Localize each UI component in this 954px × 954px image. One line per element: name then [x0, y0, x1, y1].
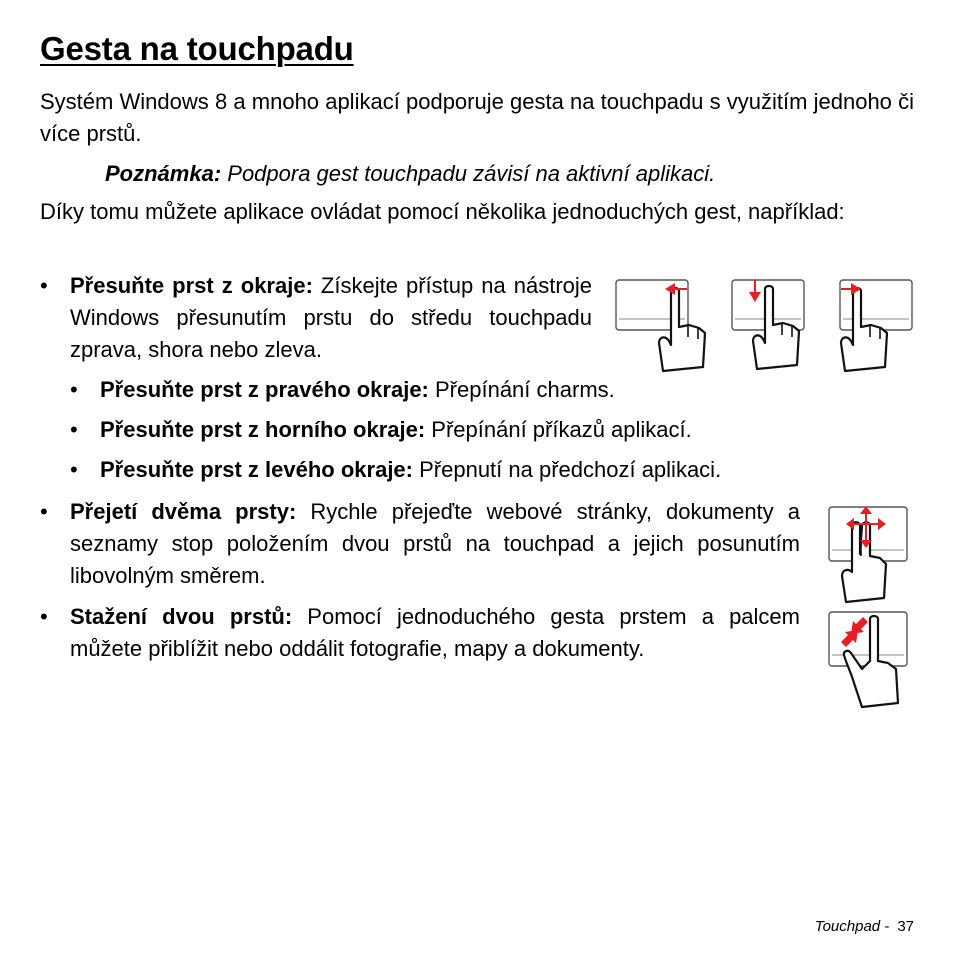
bullet-label: Přesuňte prst z okraje: — [70, 273, 313, 298]
bullet-text: Pomocí jednoduchého gesta prstem a palcem můžete přiblížit nebo oddálit fotografie, mapy a dokumenty. — [70, 604, 800, 661]
bullet-dot: • — [40, 604, 48, 629]
touchpad-swipe-from-left-icon — [839, 279, 929, 367]
touchpad-swipe-from-top-icon — [731, 279, 821, 367]
bullet-label: Přesuňte prst z horního okraje: — [100, 417, 426, 442]
list-item-edge-swipe — [40, 270, 592, 366]
page-footer — [815, 918, 914, 935]
bullet-dot: • — [70, 377, 78, 402]
touchpad-two-finger-scroll-icon — [828, 506, 918, 606]
list-item-left-edge — [70, 454, 890, 486]
bullet-text: Rychle přejeďte webové stránky, dokumenty a seznamy stop položením dvou prstů na touchpad a jejich posunutím libovolným směrem. — [70, 499, 801, 588]
bullet-label: Přesuňte prst z levého okraje: — [100, 457, 413, 482]
bullet-dot: • — [40, 499, 48, 524]
bullet-label: Přejetí dvěma prsty: — [70, 499, 297, 524]
list-item-two-finger — [40, 496, 800, 592]
touchpad-swipe-from-right-icon — [615, 279, 705, 367]
bullet-text: Přepínání příkazů aplikací. — [425, 417, 692, 442]
lead-paragraph: Díky tomu můžete aplikace ovládat pomocí několika jednoduchých gest, například: — [40, 199, 845, 224]
bullet-dot: • — [40, 273, 48, 298]
bullet-text: Získejte přístup na nástroje Windows přesunutím prstu do středu touchpadu zprava, shora nebo zleva. — [70, 273, 592, 362]
list-item-right-edge — [70, 374, 890, 406]
note-text: Podpora gest touchpadu závisí na aktivní aplikaci. — [221, 161, 716, 186]
bullet-text: Přepnutí na předchozí aplikaci. — [413, 457, 722, 482]
list-item-top-edge — [70, 414, 890, 446]
note-label: Poznámka: — [105, 161, 222, 186]
bullet-text: Přepínání charms. — [428, 377, 615, 402]
bullet-label: Stažení dvou prstů: — [70, 604, 293, 629]
bullet-dot: • — [70, 417, 78, 442]
footer-section: Touchpad - — [814, 918, 890, 935]
bullet-label: Přesuňte prst z pravého okraje: — [100, 377, 429, 402]
touchpad-pinch-zoom-icon — [828, 611, 918, 711]
page-number: 37 — [897, 918, 914, 935]
intro-paragraph: Systém Windows 8 a mnoho aplikací podporuje gesta na touchpadu s využitím jednoho či více prstů. — [40, 89, 914, 146]
note — [105, 158, 715, 190]
bullet-dot: • — [70, 457, 78, 482]
page-title: Gesta na touchpadu — [40, 30, 354, 67]
list-item-pinch — [40, 601, 800, 665]
